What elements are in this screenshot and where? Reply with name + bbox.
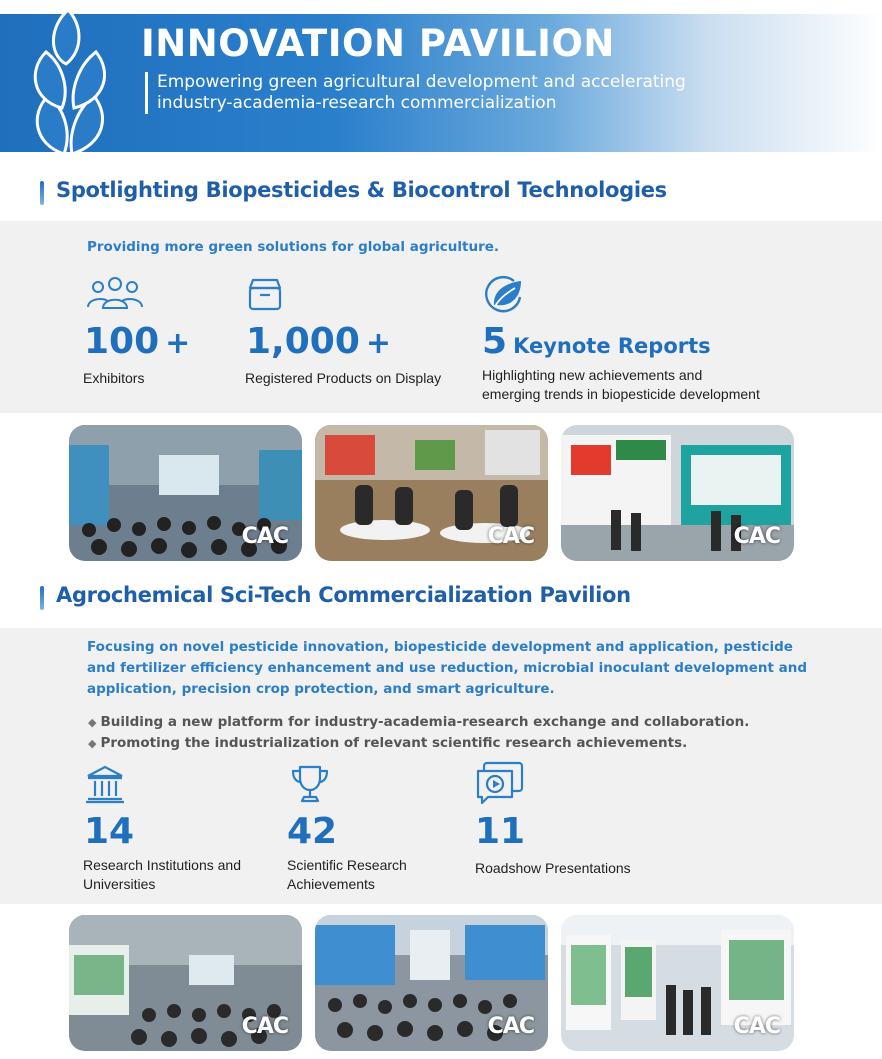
photo-poster-aisle (561, 915, 794, 1051)
bullet-text: Promoting the industrialization of relevant scientific research achievements. (100, 735, 688, 751)
stat-label (287, 856, 407, 894)
watermark: CAC (733, 524, 780, 549)
people-icon (86, 275, 144, 311)
section-lead: Providing more green solutions for global agriculture. (87, 239, 500, 255)
stat-label (83, 856, 241, 894)
section-lead (87, 637, 807, 700)
photo-conference-hall (69, 425, 302, 561)
wheat-leaf-logo-icon (24, 4, 120, 164)
bullet-list (88, 712, 749, 754)
box-icon (247, 276, 283, 312)
trophy-icon (290, 764, 330, 804)
subtitle-line: Empowering green agricultural development and accelerating (157, 72, 686, 92)
bullet-item (88, 733, 749, 754)
stat-label-line: Research Institutions and (83, 857, 241, 873)
section-title-biopesticides: Spotlighting Biopesticides & Biocontrol Technologies (40, 178, 667, 202)
stat-number: 5 (482, 321, 508, 362)
stat-suffix: + (165, 326, 191, 361)
stat-label-line: emerging trends in biopesticide development (482, 386, 760, 402)
stat-suffix: Keynote Reports (513, 334, 711, 358)
stat-label-line: Scientific Research (287, 857, 407, 873)
page-title: INNOVATION PAVILION (141, 22, 615, 65)
section-lead-line: application, precision crop protection, and smart agriculture. (87, 681, 555, 697)
stat-suffix: + (365, 326, 392, 361)
stat-value-institutions: 14 (84, 811, 135, 852)
diamond-icon: ◆ (88, 737, 97, 750)
watermark: CAC (241, 1014, 288, 1039)
watermark: CAC (487, 524, 534, 549)
photo-roadshow-hall (69, 915, 302, 1051)
watermark: CAC (487, 1014, 534, 1039)
stat-label (482, 366, 760, 404)
page-subtitle (145, 72, 757, 114)
stat-label: Exhibitors (83, 370, 145, 386)
stat-label: Registered Products on Display (245, 370, 442, 386)
bullet-text: Building a new platform for industry-academia-research exchange and collaboration. (100, 714, 750, 730)
photo-exhibition-booths (561, 425, 794, 561)
stat-label-line: Achievements (287, 876, 375, 892)
section-lead-line: Focusing on novel pesticide innovation, biopesticide development and application, pesticide (87, 639, 793, 655)
watermark: CAC (733, 1014, 780, 1039)
subtitle-line: industry-academia-research commercialization (157, 93, 557, 113)
bullet-item (88, 712, 749, 733)
watermark: CAC (241, 524, 288, 549)
stat-label-line: Roadshow Presentations (475, 860, 631, 876)
stat-value-exhibitors (84, 321, 190, 362)
diamond-icon: ◆ (88, 716, 97, 729)
stat-number: 100 (84, 321, 160, 362)
leaf-badge-icon (483, 275, 525, 315)
institution-icon (86, 764, 124, 804)
stat-value-achievements: 42 (287, 811, 338, 852)
stat-label-line: Universities (83, 876, 156, 892)
stat-value-roadshows: 11 (475, 811, 526, 852)
section-lead-line: and fertilizer efficiency enhancement and use reduction, microbial inoculant development and (87, 660, 808, 676)
stat-value-products (246, 321, 391, 362)
presentation-icon (476, 761, 524, 805)
stat-number: 1,000 (246, 321, 360, 362)
section-title-commercialization: Agrochemical Sci-Tech Commercialization Pavilion (40, 583, 631, 607)
photo-meeting-tables (315, 425, 548, 561)
photo-crowd-booths (315, 915, 548, 1051)
stat-label-line: Highlighting new achievements and (482, 367, 703, 383)
stat-value-keynotes (482, 321, 711, 362)
stat-label (475, 859, 631, 878)
